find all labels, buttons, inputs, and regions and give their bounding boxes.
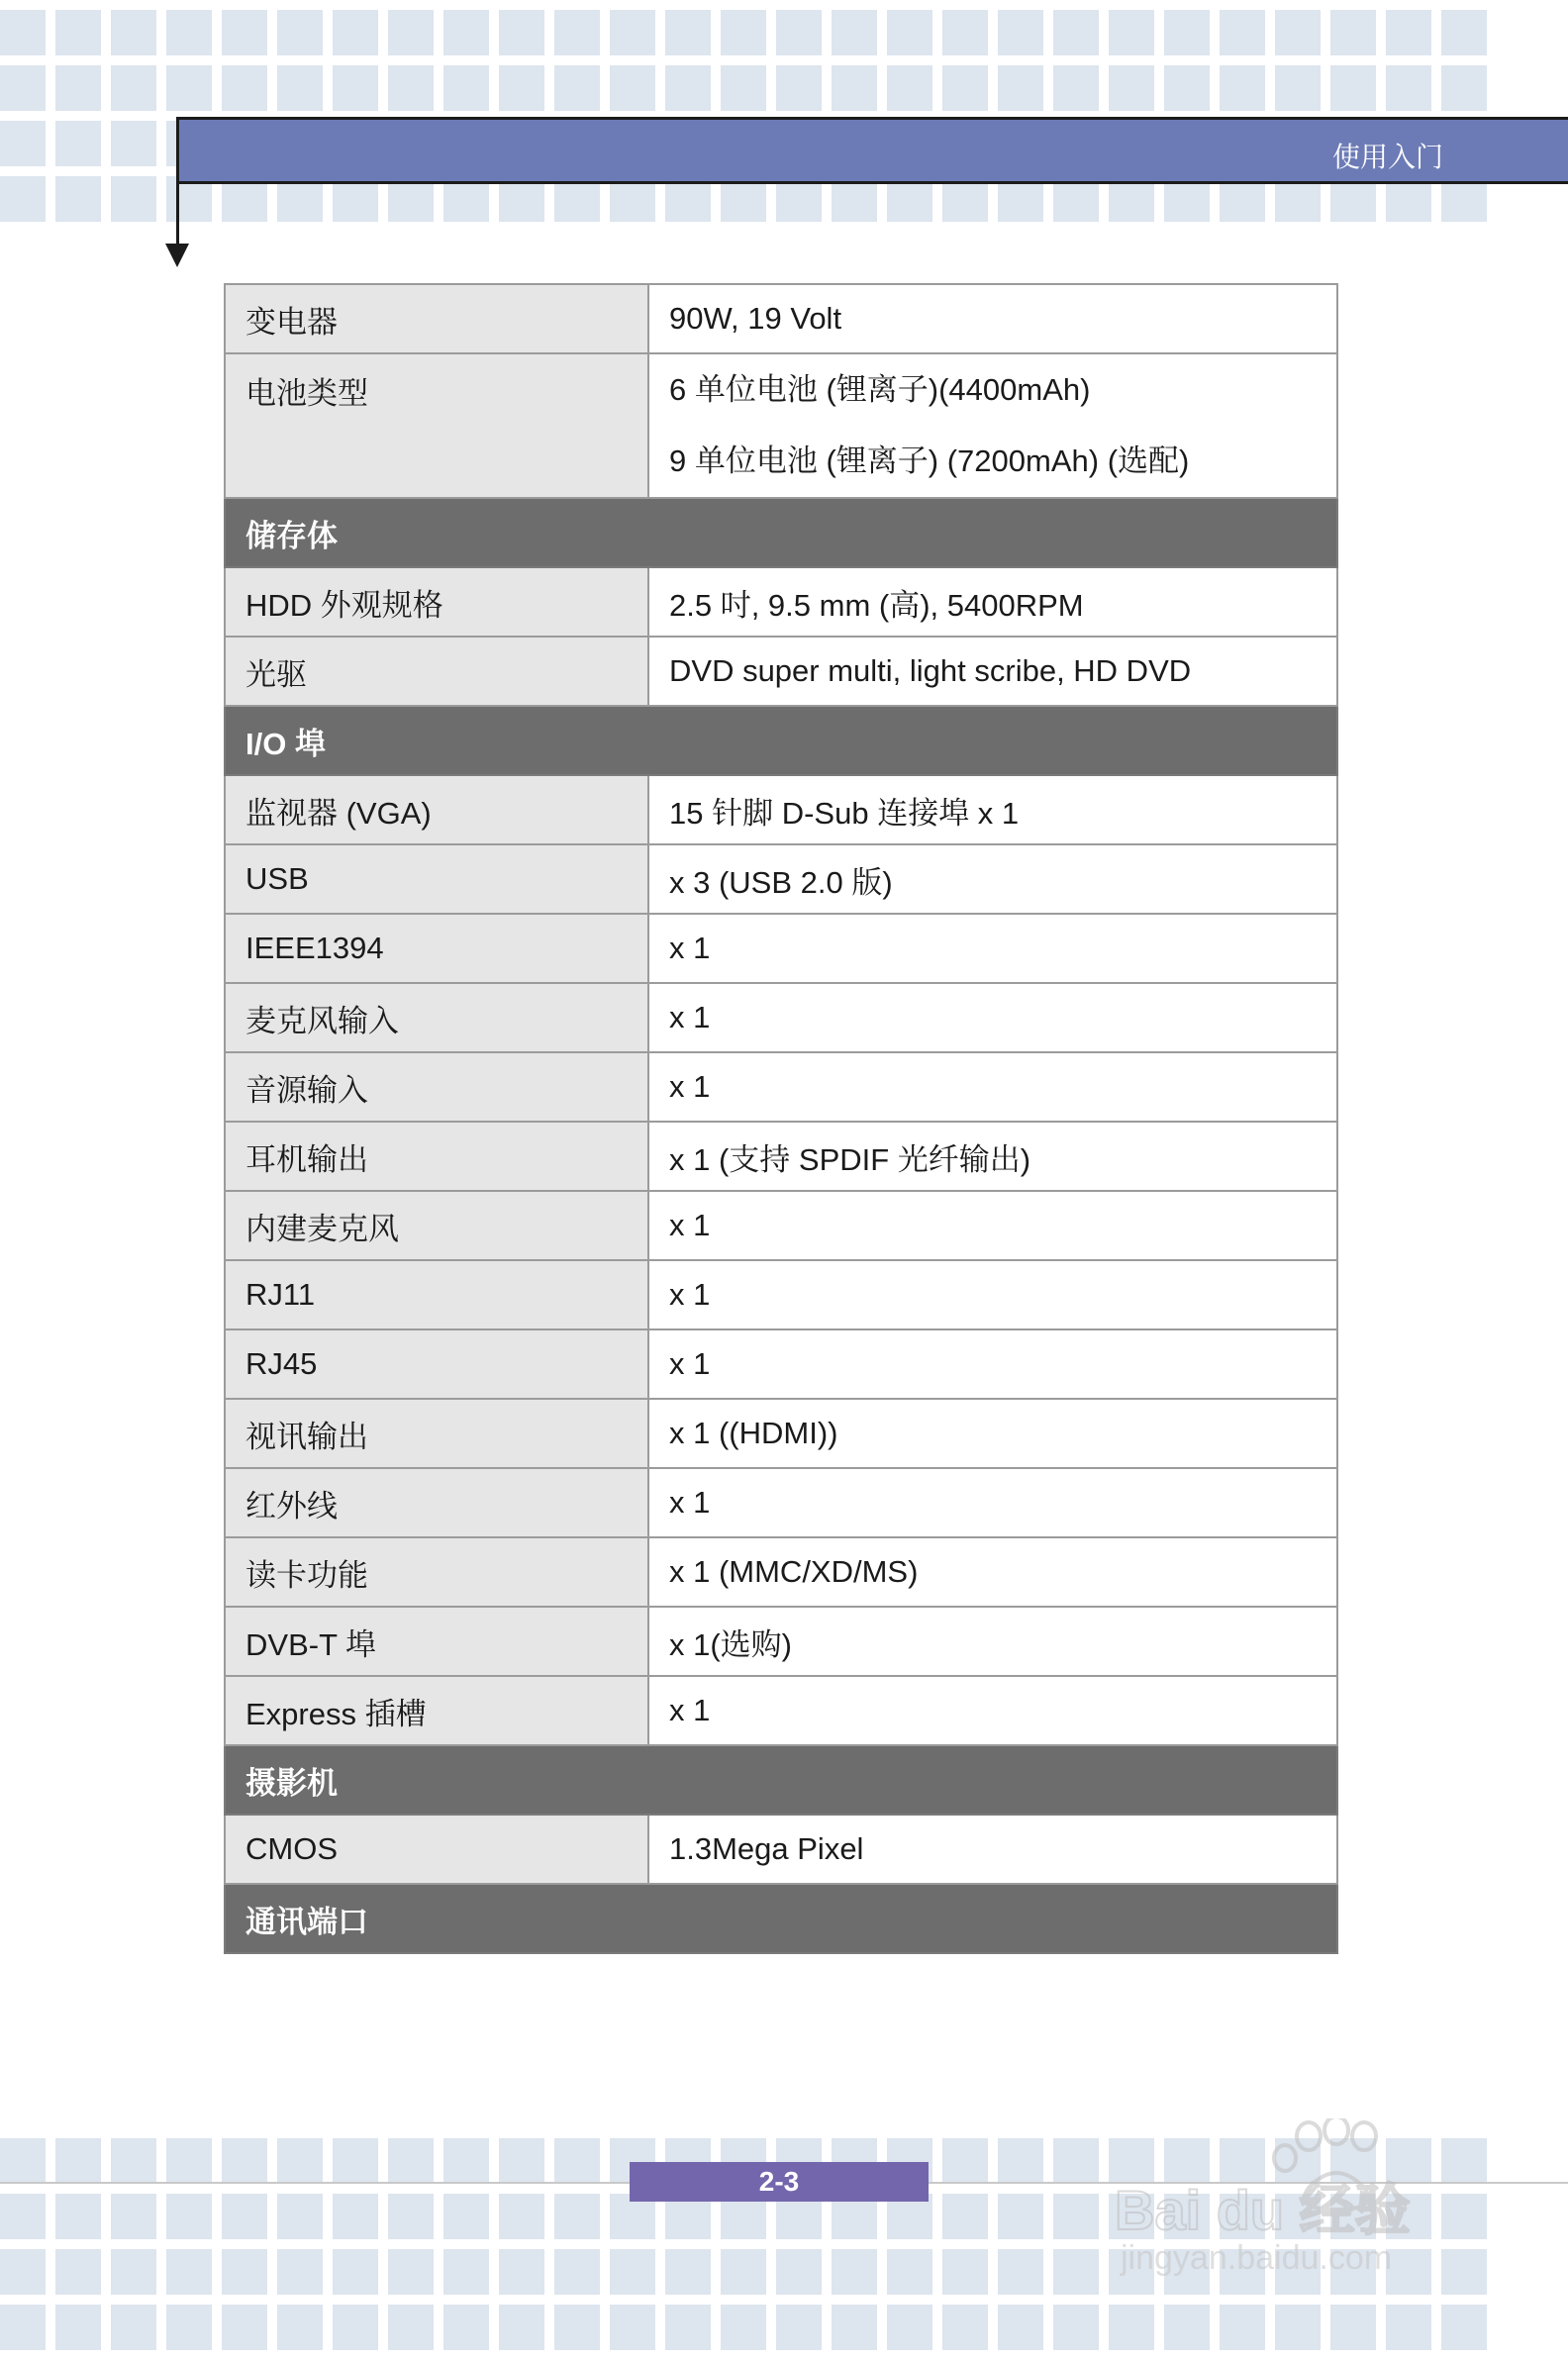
row-label: 音源输入 — [225, 1052, 648, 1122]
row-label: RJ11 — [225, 1260, 648, 1329]
row-label: Express 插槽 — [225, 1676, 648, 1745]
table-row — [225, 983, 1337, 1052]
row-label: 耳机输出 — [225, 1122, 648, 1191]
row-label: DVB-T 埠 — [225, 1607, 648, 1676]
table-row — [225, 1468, 1337, 1537]
row-value: 2.5 吋, 9.5 mm (高), 5400RPM — [648, 567, 1337, 637]
table-row — [225, 844, 1337, 914]
table-row — [225, 1191, 1337, 1260]
row-label: 电池类型 — [225, 353, 648, 498]
row-label: 监视器 (VGA) — [225, 775, 648, 844]
row-label: 红外线 — [225, 1468, 648, 1537]
row-value: x 1 — [648, 983, 1337, 1052]
table-row — [225, 1122, 1337, 1191]
row-label: 变电器 — [225, 284, 648, 353]
row-value: x 1 ((HDMI)) — [648, 1399, 1337, 1468]
section-header — [225, 706, 1337, 775]
spec-table-body — [225, 284, 1337, 1953]
row-label: HDD 外观规格 — [225, 567, 648, 637]
table-row — [225, 1815, 1337, 1884]
row-value: x 1 — [648, 1676, 1337, 1745]
table-row — [225, 567, 1337, 637]
section-header — [225, 498, 1337, 567]
section-title: 储存体 — [225, 498, 1337, 567]
header-title: 使用入门 — [1331, 141, 1443, 173]
row-value — [648, 353, 1337, 498]
row-value-line: 6 单位电池 (锂离子)(4400mAh) — [669, 372, 1091, 407]
row-value: x 1 — [648, 1468, 1337, 1537]
table-row — [225, 284, 1337, 353]
table-row — [225, 1676, 1337, 1745]
arrow-line — [176, 184, 179, 247]
row-value: x 3 (USB 2.0 版) — [648, 844, 1337, 914]
table-row — [225, 1607, 1337, 1676]
table-row — [225, 1260, 1337, 1329]
table-row — [225, 914, 1337, 983]
table-row — [225, 775, 1337, 844]
row-value: x 1 — [648, 1329, 1337, 1399]
watermark-site-text: jingyan.baidu.com — [1121, 2239, 1393, 2277]
row-value: 1.3Mega Pixel — [648, 1815, 1337, 1884]
row-value: x 1 — [648, 1052, 1337, 1122]
table-row — [225, 1329, 1337, 1399]
page-number: 2-3 — [630, 2162, 929, 2202]
section-title: I/O 埠 — [225, 706, 1337, 775]
section-title: 摄影机 — [225, 1745, 1337, 1815]
baidu-watermark-logo — [1111, 2118, 1487, 2277]
row-label: 视讯输出 — [225, 1399, 648, 1468]
row-value: x 1 (MMC/XD/MS) — [648, 1537, 1337, 1607]
spec-table — [224, 283, 1338, 1954]
row-label: IEEE1394 — [225, 914, 648, 983]
header-bar — [176, 117, 1568, 184]
row-value: 15 针脚 D-Sub 连接埠 x 1 — [648, 775, 1337, 844]
watermark-brand-text: Bai du 经验 — [1115, 2179, 1411, 2241]
table-row — [225, 637, 1337, 706]
table-row — [225, 1052, 1337, 1122]
table-row — [225, 1537, 1337, 1607]
row-value: x 1 — [648, 1260, 1337, 1329]
table-row — [225, 353, 1337, 498]
section-title: 通讯端口 — [225, 1884, 1337, 1953]
row-value: x 1 — [648, 914, 1337, 983]
row-label: 麦克风输入 — [225, 983, 648, 1052]
row-value: x 1 — [648, 1191, 1337, 1260]
section-header — [225, 1745, 1337, 1815]
row-label: RJ45 — [225, 1329, 648, 1399]
row-label: CMOS — [225, 1815, 648, 1884]
arrow-down-icon — [165, 244, 189, 267]
row-label: 内建麦克风 — [225, 1191, 648, 1260]
row-label: 读卡功能 — [225, 1537, 648, 1607]
row-label: USB — [225, 844, 648, 914]
row-value: x 1(选购) — [648, 1607, 1337, 1676]
section-header — [225, 1884, 1337, 1953]
row-label: 光驱 — [225, 637, 648, 706]
table-row — [225, 1399, 1337, 1468]
row-value-line: 9 单位电池 (锂离子) (7200mAh) (选配) — [669, 443, 1190, 478]
row-value: DVD super multi, light scribe, HD DVD — [648, 637, 1337, 706]
row-value: x 1 (支持 SPDIF 光纤输出) — [648, 1122, 1337, 1191]
row-value: 90W, 19 Volt — [648, 284, 1337, 353]
